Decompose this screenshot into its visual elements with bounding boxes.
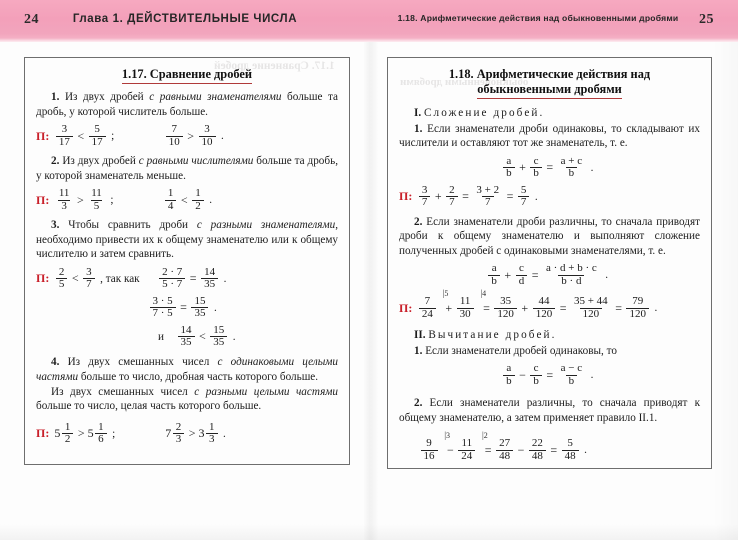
fraction-5-7-r: $\frac{5}{7}$: [518, 185, 530, 209]
op-plus-ex-I2: +: [445, 300, 453, 315]
section-II-roman: II.: [414, 329, 426, 342]
rule-2-paragraph: [36, 154, 338, 183]
fraction-2-5: 2 5: [56, 267, 68, 291]
section-II-heading: [399, 328, 700, 343]
formula-I2-period: .: [605, 269, 609, 282]
rule-2-italic: с равными числителями: [138, 155, 254, 168]
page-bottom-shadow: [0, 524, 738, 540]
running-head-right: 1.18. Арифметические действия над обыкновенными дробями: [397, 13, 679, 23]
ex3-period-a: .: [223, 272, 227, 285]
ex4-period: .: [223, 427, 226, 440]
rule-4-text-b: больше то число, дробная часть которого больше.: [78, 371, 319, 383]
rule-1-text-b: больше та дробь, у которой числитель больше.: [36, 91, 338, 118]
section-II-rule-1: [399, 344, 700, 359]
fraction-15-35-b: 15 35: [210, 325, 227, 349]
example-3-row-1: [36, 267, 338, 291]
ex2-semicolon: ;: [110, 194, 114, 207]
rule-3-number: 3.: [51, 219, 60, 232]
rule-3-text-a: Чтобы сравнить дроби: [68, 219, 197, 232]
multiplier-2: |2: [481, 430, 488, 441]
multiplier-3: |3: [444, 430, 450, 441]
ex4-semicolon: ;: [112, 427, 116, 440]
example-II-1: [399, 430, 700, 462]
fraction-1-2: 1 2: [192, 188, 204, 212]
fraction-11-30-wrap: 11 30 |4: [455, 296, 475, 320]
ex2-period: .: [209, 194, 212, 207]
example-marker-2: П:: [36, 192, 50, 207]
example-I-2: [399, 288, 700, 320]
multiplier-4: |4: [480, 288, 487, 299]
rule-4b-text-a: Из двух смешанных чисел: [51, 385, 195, 398]
rule-1-number: 1.: [51, 91, 60, 104]
mixed-5-1-6: 5 1 6: [88, 422, 109, 446]
op-eq-ex-I2c: =: [615, 300, 622, 315]
bleed-ghost-2: обыкновенными дробями: [400, 76, 529, 88]
fraction-9-16-wrap: 9 16 |3: [419, 438, 439, 462]
section-I-heading: [399, 106, 700, 121]
op-gt-4b: >: [188, 426, 196, 441]
fraction-79-120: $\frac{79}{120}$: [626, 296, 649, 320]
example-marker-3: П:: [36, 271, 50, 286]
rule-4-paragraph: [36, 355, 338, 384]
fraction-5-17: 5 17: [89, 124, 106, 148]
formula-I-1: [399, 156, 700, 180]
op-gt-1: >: [187, 128, 195, 143]
fraction-adbc-bd: $\frac{a \cdot d + b \cdot c}{b \cdot d}$: [545, 262, 597, 287]
right-page-margin: [714, 42, 738, 540]
rule-3-italic: с разными знаменателями: [196, 219, 336, 232]
ex3-and: и: [158, 330, 164, 343]
op-eq-I1: =: [546, 160, 554, 175]
right-section-title-line2: обыкновенными дробями: [477, 82, 622, 99]
section-I-rule-1-text: Если знаменатели дроби одинаковы, то складывают их числители и оставляют тот же знаменатель, т. е.: [399, 122, 701, 150]
fraction-a-b-3: a b: [503, 363, 515, 387]
fraction-1-4: 1 4: [165, 188, 177, 212]
right-section-title-line1: 1.18. Арифметические действия над: [448, 67, 651, 81]
rule-4-text-a: Из двух смешанных чисел: [67, 356, 218, 369]
example-I2-period: .: [654, 302, 658, 315]
rule-4-italic: с одинаковыми целыми частями: [36, 356, 339, 383]
section-I-rule-1-number: 1.: [414, 122, 423, 135]
section-I-heading-text: Сложение дробей.: [423, 107, 545, 120]
op-eq-ex-I2a: =: [483, 300, 490, 315]
section-II-rule-2-text: Если знаменатели различны, то сначала приводят к общему знаменателю, а затем применяет правило II.1.: [399, 397, 701, 424]
fraction-27-48: $\frac{27}{48}$: [496, 438, 513, 462]
example-3-row-3: [36, 325, 338, 349]
fraction-apc-b: $\frac{a + c}{b}$: [560, 154, 583, 180]
right-section-title: [399, 67, 700, 99]
ex1-semicolon: ;: [111, 130, 115, 143]
rule-1-paragraph: [36, 90, 338, 119]
rule-2-number: 2.: [51, 155, 60, 168]
example-I-1: [399, 185, 700, 209]
ex3-period-c: .: [232, 330, 236, 343]
op-lt-2: <: [180, 192, 188, 207]
fraction-3x5-7x5: $\frac{3 \cdot 5}{7 \cdot 5}$: [150, 296, 176, 320]
running-head-left: Глава 1. ДЕЙСТВИТЕЛЬНЫЕ ЧИСЛА: [72, 13, 298, 25]
fraction-15-35: $\frac{15}{35}$: [191, 296, 208, 320]
right-example-marker-1: П:: [399, 189, 413, 204]
rule-1-italic: с равными знаменателями: [149, 91, 282, 104]
op-lt-3b: <: [199, 329, 206, 343]
page-number-right: 25: [699, 12, 714, 27]
op-plus-ex-I1: +: [434, 189, 442, 204]
op-minus-II1: −: [519, 367, 526, 382]
rule-1-text-a: Из двух дробей: [64, 91, 150, 104]
example-marker-4: П:: [36, 426, 50, 441]
fraction-3p2-7: $\frac{3 + 2}{7}$: [476, 183, 500, 209]
section-I-rule-2-number: 2.: [414, 215, 423, 228]
example-2-row: [36, 188, 338, 212]
right-page-content: [388, 58, 711, 468]
fraction-c-b-1: $\frac{c}{b}$: [530, 156, 542, 180]
section-II-rule-1-number: 1.: [414, 344, 423, 357]
fraction-44-120: $\frac{44}{120}$: [533, 296, 556, 320]
mixed-5-1-2: 5 1 2: [54, 422, 75, 446]
book-gutter: [364, 42, 378, 540]
rule-4-second-paragraph: [36, 385, 338, 414]
op-eq-3a: =: [189, 271, 197, 286]
example-1-row: [36, 124, 338, 148]
op-gt-2: >: [76, 192, 84, 207]
section-II-rule-2-number: 2.: [414, 397, 423, 410]
section-I-roman: I.: [414, 107, 422, 120]
formula-II1-period: .: [590, 369, 594, 382]
fraction-7-24-wrap: 7 24 |5: [417, 296, 437, 320]
left-section-title-text: 1.17. Сравнение дробей: [122, 67, 252, 84]
fraction-amc-b: $\frac{a - c}{b}$: [560, 362, 583, 387]
fraction-7-10: 7 10: [166, 124, 183, 148]
rule-3-text-b: , необходимо привести их к общему знаменателю или к общему числителю и затем сравнить.: [36, 219, 338, 261]
example-II1-period: .: [584, 444, 587, 457]
op-eq-ex-I2b: =: [559, 300, 567, 315]
example-marker-1: П:: [36, 128, 50, 143]
fraction-14-35: $\frac{14}{35}$: [201, 267, 218, 291]
formula-I1-period: .: [590, 161, 594, 174]
left-page-frame: [24, 57, 350, 465]
fraction-2x7-5x7: $\frac{2 \cdot 7}{5 \cdot 7}$: [159, 267, 185, 291]
rule-2-text-b: больше та дробь, у которой знаменатель меньше.: [36, 155, 338, 182]
left-section-title: [36, 67, 338, 84]
rule-3-paragraph: [36, 218, 338, 262]
op-eq-ex-I1b: =: [506, 189, 514, 204]
fraction-3-7-r: 3 7: [419, 185, 431, 209]
fraction-c-d-2: $\frac{c}{d}$: [516, 263, 528, 287]
fraction-3-7: 3 7: [83, 267, 95, 291]
op-plus-ex-I2b: +: [521, 300, 529, 315]
section-II-heading-text: Вычитание дробей.: [428, 329, 557, 342]
ex1-period: .: [221, 130, 224, 143]
op-eq-ex-I1a: =: [462, 189, 469, 204]
example-3-row-2: [36, 296, 338, 320]
ex3-because: , так как: [100, 272, 140, 285]
right-page-frame: [387, 57, 712, 469]
right-example-marker-2: П:: [399, 300, 413, 315]
fraction-11-3: 11 3: [58, 187, 70, 212]
formula-I-2: [399, 263, 700, 287]
left-page-content: [25, 58, 349, 464]
fraction-c-b-3: $\frac{c}{b}$: [530, 363, 542, 387]
section-II-rule-2: [399, 396, 700, 425]
fraction-3-10: 3 10: [199, 124, 216, 148]
fraction-35p44-120: $\frac{35 + 44}{120}$: [573, 295, 608, 320]
fraction-3-17: 3 17: [56, 124, 73, 148]
bleed-ghost-1: 1.17. Сравнение дробей: [214, 60, 335, 72]
section-I-rule-2: [399, 215, 700, 259]
fraction-5-48: $\frac{5}{48}$: [562, 438, 579, 462]
op-lt-1: <: [77, 128, 85, 143]
mixed-7-2-3: 7 2 3: [165, 422, 186, 446]
fraction-22-48: $\frac{22}{48}$: [529, 438, 546, 462]
ex3-period-b: .: [213, 301, 217, 314]
op-minus-ex-II1: −: [447, 442, 454, 457]
op-minus-ex-II1b: −: [517, 442, 525, 457]
rule-4-number: 4.: [51, 356, 60, 369]
fraction-35-120: $\frac{35}{120}$: [494, 296, 517, 320]
fraction-2-7-r: $\frac{2}{7}$: [446, 185, 458, 209]
rule-4b-text-b: больше то число, целая часть которого больше.: [36, 400, 262, 413]
rule-2-text-a: Из двух дробей: [62, 155, 139, 168]
section-I-rule-2-text: Если знаменатели дроби различны, то сначала приводят дроби к общему знаменателю и выполняют сложение полученных дробей с одинаковыми знаменателями, т. е.: [399, 215, 700, 257]
rule-4b-italic: с разными целыми частями: [194, 385, 338, 398]
op-plus-I2: +: [504, 267, 512, 282]
op-eq-II1: =: [546, 367, 554, 382]
fraction-11-24-wrap: 11 24 |2: [457, 438, 477, 462]
op-eq-ex-II1b: =: [550, 442, 558, 457]
fraction-14-35-b: 14 35: [178, 325, 195, 349]
op-eq-I2: =: [531, 267, 539, 282]
fraction-a-b-2: a b: [488, 263, 500, 287]
op-eq-ex-II1a: =: [484, 442, 492, 457]
formula-II-1: [399, 363, 700, 387]
op-lt-3: <: [71, 271, 79, 286]
multiplier-5: |5: [442, 288, 449, 299]
op-eq-3b: =: [180, 300, 187, 315]
section-II-rule-1-text: Если знаменатели дробей одинаковы, то: [425, 344, 617, 357]
op-gt-4: >: [77, 426, 85, 441]
fraction-11-5: 11 5: [91, 187, 102, 212]
mixed-3-1-3: 3 1 3: [199, 422, 220, 446]
page-number-left: 24: [24, 12, 39, 27]
op-plus-I1: +: [519, 160, 526, 175]
section-I-rule-1: [399, 122, 700, 151]
example-4-row: [36, 422, 338, 446]
example-I1-period: .: [534, 190, 538, 203]
fraction-a-b-1: a b: [503, 156, 515, 180]
